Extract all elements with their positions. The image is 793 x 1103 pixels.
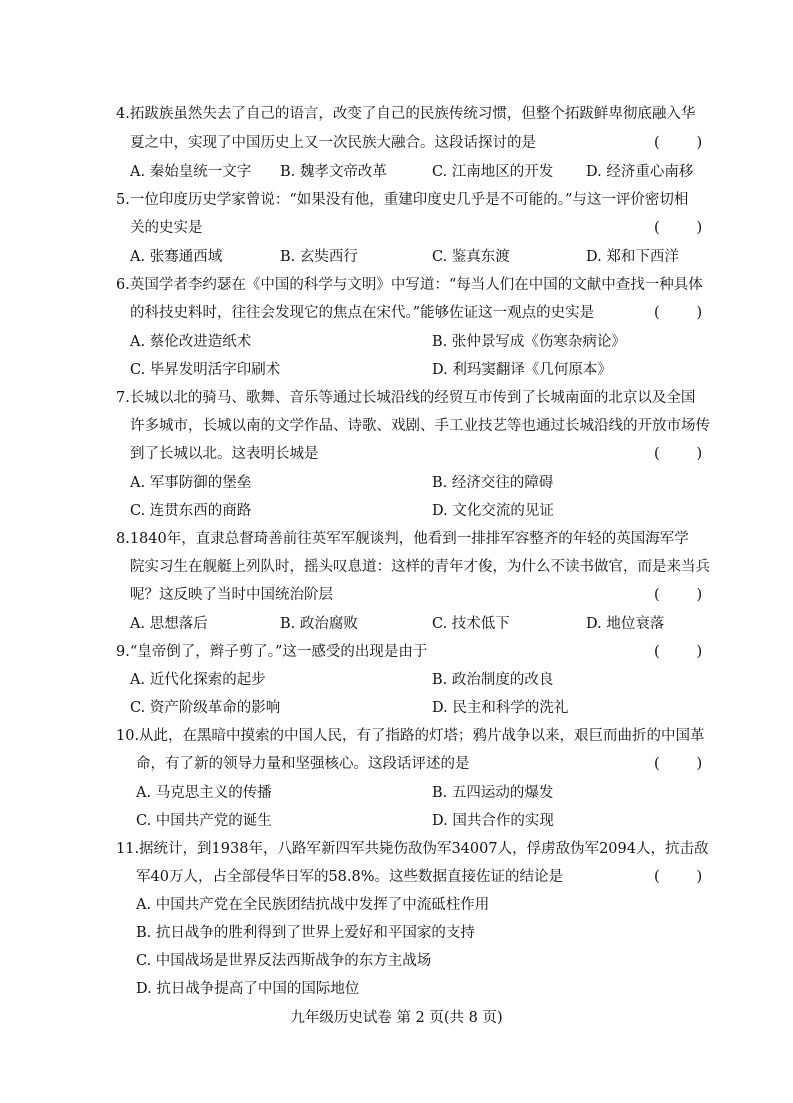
answer-blank-11[interactable]: ( ) [654,869,703,885]
option-11-c[interactable]: C. 中国战场是世界反法西斯战争的东方主战场 [136,953,432,969]
option-9-a[interactable]: A. 近代化探索的起步 [130,672,266,688]
answer-blank-5[interactable]: ( ) [654,220,703,236]
question-8-line-2: 院实习生在舰艇上列队时，摇头叹息道：这样的青年才俊，为什么不读书做官，而是来当兵 [130,559,710,575]
option-10-b[interactable]: B. 五四运动的爆发 [432,785,554,801]
option-8-d[interactable]: D. 地位衰落 [586,616,665,632]
option-7-d[interactable]: D. 文化交流的见证 [432,503,554,519]
option-11-d[interactable]: D. 抗日战争提高了中国的国际地位 [136,981,360,997]
answer-blank-8[interactable]: ( ) [654,587,703,603]
question-9-line-1: 9.“皇帝倒了，辫子剪了。”这一感受的出现是由于 [116,644,428,660]
option-4-d[interactable]: D. 经济重心南移 [586,164,694,180]
answer-blank-6[interactable]: ( ) [654,305,703,321]
option-5-a[interactable]: A. 张骞通西域 [130,249,223,265]
option-9-c[interactable]: C. 资产阶级革命的影响 [130,700,281,716]
answer-blank-9[interactable]: ( ) [654,644,703,660]
option-6-a[interactable]: A. 蔡伦改进造纸术 [130,334,252,350]
answer-blank-10[interactable]: ( ) [654,756,703,772]
answer-blank-4[interactable]: ( ) [654,135,703,151]
option-5-d[interactable]: D. 郑和下西洋 [586,249,679,265]
option-4-c[interactable]: C. 江南地区的开发 [432,164,554,180]
option-8-b[interactable]: B. 政治腐败 [280,616,358,632]
option-8-a[interactable]: A. 思想落后 [130,616,208,632]
option-6-b[interactable]: B. 张仲景写成《伤寒杂病论》 [432,334,626,350]
option-8-c[interactable]: C. 技术低下 [432,616,510,632]
question-7-line-3: 到了长城以北。这表明长城是 [130,446,319,462]
option-11-a[interactable]: A. 中国共产党在全民族团结抗战中发挥了中流砥柱作用 [136,897,490,913]
option-10-d[interactable]: D. 国共合作的实现 [432,813,554,829]
question-8-line-3: 呢？这反映了当时中国统治阶层 [130,587,333,603]
option-11-b[interactable]: B. 抗日战争的胜利得到了世界上爱好和平国家的支持 [136,925,475,941]
question-4-line-1: 4.拓跋族虽然失去了自己的语言，改变了自己的民族传统习惯，但整个拓跋鲜卑彻底融入华 [116,106,696,122]
question-6-line-1: 6.英国学者李约瑟在《中国的科学与文明》中写道：“每当人们在中国的文献中查找一种具体 [116,277,703,293]
question-11-line-2: 军40万人，占全部侵华日军的58.8%。这些数据直接佐证的结论是 [136,869,564,885]
question-6-line-2: 的科技史料时，往往会发现它的焦点在宋代。”能够佐证这一观点的史实是 [130,305,595,321]
question-4-line-2: 夏之中，实现了中国历史上又一次民族大融合。这段话探讨的是 [130,135,536,151]
option-5-c[interactable]: C. 鉴真东渡 [432,249,510,265]
question-8-line-1: 8.1840年，直隶总督琦善前往英军军舰谈判，他看到一排排军容整齐的年轻的英国海军学 [116,531,689,547]
option-5-b[interactable]: B. 玄奘西行 [280,249,358,265]
option-10-a[interactable]: A. 马克思主义的传播 [136,785,272,801]
option-7-b[interactable]: B. 经济交往的障碍 [432,475,554,491]
question-5-line-2: 关的史实是 [130,220,203,236]
option-7-c[interactable]: C. 连贯东西的商路 [130,503,252,519]
option-7-a[interactable]: A. 军事防御的堡垒 [130,475,252,491]
option-6-d[interactable]: D. 利玛窦翻译《几何原本》 [432,362,612,378]
question-7-line-1: 7.长城以北的骑马、歌舞、音乐等通过长城沿线的经贸互市传到了长城南面的北京以及全国 [116,390,696,406]
answer-blank-7[interactable]: ( ) [654,446,703,462]
option-9-b[interactable]: B. 政治制度的改良 [432,672,554,688]
option-4-b[interactable]: B. 魏孝文帝改革 [280,164,387,180]
question-7-line-2: 许多城市，长城以南的文学作品、诗歌、戏剧、手工业技艺等也通过长城沿线的开放市场传 [130,418,710,434]
question-11-line-1: 11.据统计，到1938年，八路军新四军共毙伤敌伪军34007人，俘虏敌伪军2094人，抗击敌 [116,841,709,857]
option-9-d[interactable]: D. 民主和科学的洗礼 [432,700,569,716]
page-footer: 九年级历史试卷 第 2 页(共 8 页) [290,1010,503,1026]
option-6-c[interactable]: C. 毕昇发明活字印刷术 [130,362,281,378]
option-4-a[interactable]: A. 秦始皇统一文字 [130,164,252,180]
question-10-line-2: 命，有了新的领导力量和坚强核心。这段话评述的是 [136,756,470,772]
option-10-c[interactable]: C. 中国共产党的诞生 [136,813,272,829]
question-10-line-1: 10.从此，在黑暗中摸索的中国人民，有了指路的灯塔；鸦片战争以来，艰巨而曲折的中国革 [116,728,705,744]
question-5-line-1: 5.一位印度历史学家曾说：“如果没有他，重建印度史几乎是不可能的。”与这一评价密切相 [116,192,689,208]
